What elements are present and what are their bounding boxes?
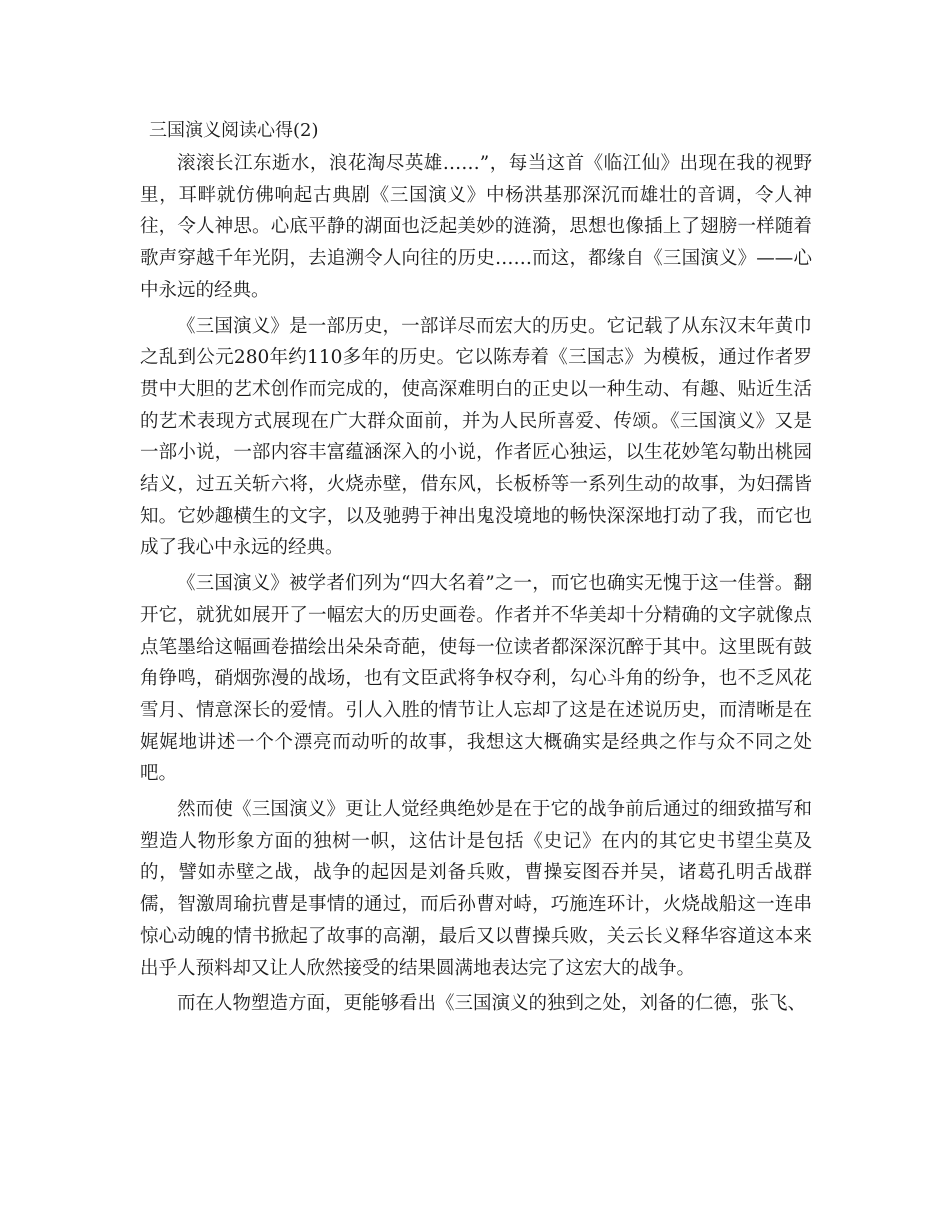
document-title: 三国演义阅读心得(2) [149, 120, 319, 141]
paragraph: 滚滚长江东逝水，浪花淘尽英雄……”，每当这首《临江仙》出现在我的视野里，耳畔就仿佛响起古典剧《三国演义》中杨洪基那深沉而雄壮的音调，令人神往，令人神思。心底平静的湖面也泛起美妙的涟漪，思想也像插上了翅膀一样随着歌声穿越千年光阴，去追溯令人向往的历史……而这，都缘自《三国演义》——心中永远的经典。 [140, 153, 812, 301]
document-body [140, 117, 812, 1024]
paragraph: 而在人物塑造方面，更能够看出《三国演义的独到之处，刘备的仁德，张飞、 [177, 993, 807, 1015]
paragraph: 《三国演义》被学者们列为“四大名着”之一，而它也确实无愧于这一佳誉。翻开它，就犹如展开了一幅宏大的历史画卷。作者并不华美却十分精确的文字就像点点笔墨给这幅画卷描绘出朵朵奇葩，使每一位读者都深深沉醉于其中。这里既有鼓角铮鸣，硝烟弥漫的战场，也有文臣武将争权夺利，勾心斗角的纷争，也不乏风花雪月、情意深长的爱情。引人入胜的情节让人忘却了这是在述说历史，而清晰是在娓娓地讲述一个个漂亮而动听的故事，我想这大概确实是经典之作与众不同之处吧。 [140, 573, 812, 785]
paragraph: 《三国演义》是一部历史，一部详尽而宏大的历史。它记载了从东汉末年黄巾之乱到公元280年约110多年的历史。它以陈寿着《三国志》为模板，通过作者罗贯中大胆的艺术创作而完成的，使高深难明白的正史以一种生动、有趣、贴近生活的艺术表现方式展现在广大群众面前，并为人民所喜爱、传颂。《三国演义》又是一部小说，一部内容丰富蕴涵深入的小说，作者匠心独运，以生花妙笔勾勒出桃园结义，过五关斩六将，火烧赤壁，借东风，长板桥等一系列生动的故事，为妇孺皆知。它妙趣横生的文字，以及驰骋于神出鬼没境地的畅快深深地打动了我，而它也成了我心中永远的经典。 [140, 315, 812, 559]
paragraph: 然而使《三国演义》更让人觉经典绝妙是在于它的战争前后通过的细致描写和塑造人物形象方面的独树一帜，这估计是包括《史记》在内的其它史书望尘莫及的，譬如赤壁之战，战争的起因是刘备兵败，曹操妄图吞并吴，诸葛孔明舌战群儒，智激周瑜抗曹是事情的通过，而后孙曹对峙，巧施连环计，火烧战船这一连串惊心动魄的情书掀起了故事的高潮，最后又以曹操兵败，关云长义释华容道这本来出乎人预料却又让人欣然接受的结果圆满地表达完了这宏大的战争。 [140, 799, 812, 979]
